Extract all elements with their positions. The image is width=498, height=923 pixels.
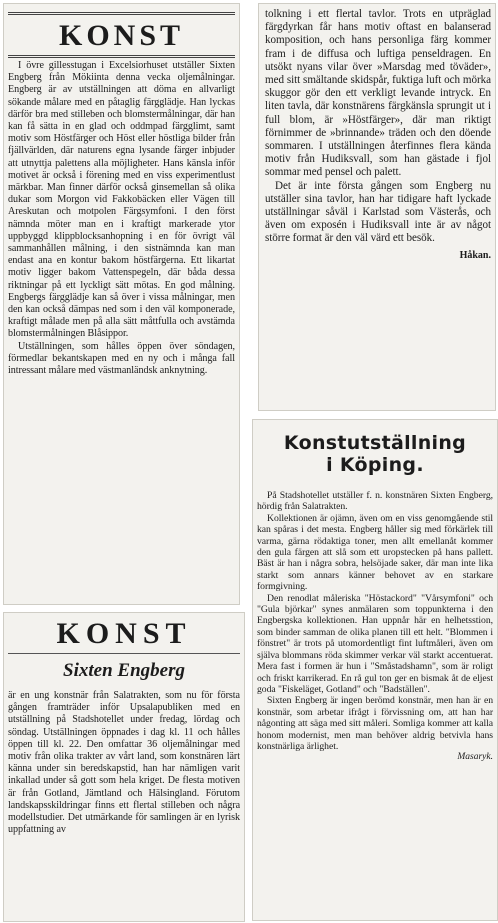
article-headline: KONST xyxy=(58,19,185,52)
article-paragraph: Kollektionen är ojämn, även om en viss genomgående stil kan spåras i det mesta. Engberg håller sig med förkärlek till varma, gärna rödaktiga toner, men allt emellanåt kommer den gula färgen att slå som ett uropstecken på hans pallett. Bäst är han i några sobra, helsöjade saker, där man inte lika starkt som annars känner behovet av en starkare formgivning. xyxy=(257,512,493,593)
article-konstutstallning-koping xyxy=(252,419,498,921)
article-signature: Håkan. xyxy=(459,249,491,261)
headline-line-1: Konstutställning xyxy=(283,432,467,454)
article-paragraph: Sixten Engberg är ingen berömd konstnär, men han är en konstnär, som arbetar ifrågt i förvissning om, att han har någonting att säga med sitt måleri. Somliga kommer att kalla honom modernist, men man behöver aldrig betvivla hans konstnärliga ärlighet. xyxy=(257,695,493,752)
article-paragraph: Utställningen, som hålles öppen över söndagen, förmedlar bekantskapen med en ny och i många fall intressant målare med västmanländsk anknytning. xyxy=(8,340,235,377)
article-konst-upsala xyxy=(3,612,245,922)
headline-rule xyxy=(8,55,235,58)
article-headline xyxy=(257,432,493,476)
article-konst-excelsior xyxy=(3,3,240,605)
article-continuation-hudiksvall xyxy=(258,3,496,411)
article-paragraph: På Stadshotellet utställer f. n. konstnären Sixten Engberg, hördig från Salatrakten. xyxy=(257,490,493,513)
article-headline: KONST xyxy=(56,617,192,650)
top-rule xyxy=(8,12,235,15)
article-subheadline: Sixten Engberg xyxy=(63,660,185,681)
headline-line-2: i Köping. xyxy=(326,454,424,476)
article-signature: Masaryk. xyxy=(457,752,493,763)
article-paragraph: Det är inte första gången som Engberg nu utställer sina tavlor, han har tidigare haft lyckade utställningar såväl i Karlstad som Västerås, och även om exposén i Hudiksvall inte är av något större format är den väl värd ett besök. xyxy=(265,179,491,245)
article-paragraph: är en ung konstnär från Salatrakten, som nu för första gången framträder inför Upsalapubliken med en utställning på Stadshotellet under fredag, lördag och söndag. Utställningen öppnades i dag kl. 11 och hålles öppen till kl. 22. Den omfattar 36 oljemålningar med motiv från olika trakter av vårt land, som konstnären lärt känna under sin beredskapstid, han har nämligen varit inkallad under så gott som hela kriget. De flesta motiven är från Gotland, Jämtland och Hälsingland. Förutom landskapsskildringar finns ett flertal stilleben och några modellstudier. Det utmärkande för samlingen är en lyrisk uppfattning av xyxy=(8,690,240,836)
article-paragraph: Den renodlat måleriska "Höstackord" "Vårsymfoni" och "Gula björkar" synes anmälaren som toppunkterna i den Engbergska kollektionen. Han uppnår här en helhetsstion, som binder samman de olika planen till ett helt. "Blommen i fönstret" är trots på utomordentligt fint luftmåleri, även om själva blommans röda skimmer verkar väl starkt accentuerat. Mera fast i formen är hun i "Småstadshamn", som är roligt och friskt karrikerad. En rå gul ton ger en bismak åt de eljest goda "Fiskeläget, Gotland" och "Badställen". xyxy=(257,592,493,695)
article-paragraph: tolkning i ett flertal tavlor. Trots en utpräglad färgdyrkan får hans motiv oftast en balanserad komposition, och hans personliga färg kommer fram i de diffusa och luftiga penseldragen. En utsökt nyans vilar över »Marsdag med töväder», med sitt smältande skidspår, fuktiga luft och mörka skuggor gör den ett verkligt levande intryck. En liten tavla, där konstnärens färgkänsla sprungit ut i full blom, är »Höstfärger», där man riktigt förnimmer de »brinnande» träden och den döende sommaren. I utställningen återfinnes flera kända motiv från Hudiksvall, som han gästade i fjol sommar med pensel och palett. xyxy=(265,8,491,179)
headline-rule xyxy=(8,653,240,654)
article-paragraph: I övre gillesstugan i Excelsiorhuset utställer Sixten Engberg från Mökiinta denna vecka oljemålningar. Engberg är av utställningen att döma en allvarligt sökande målare med en påtaglig färgglädje. Han lyckas därför bra med stilleben och blomstermålningar, där han kan få sätta in en glad och oddmpad färgglimt, samt motiv som Höstfärger och Höst eller höstliga bilder från fjällvärlden, där naturens egna lysande färger inbjuder att utnyttja palettens alla möjligheter. Hans känsla inför motivet är också i förening med en viss experimentlust märkbar. Man finner därför också ginsemellan så olika dukar som Morgon vid Fakkobäcken eller Vägen till Areskutan och motpolen Färgsymfoni. I den först nämnda möter man en i kraftigt markerade ytor uppbyggd klippblocksanhopning i en för övrigt väl sammanhållen målning, i den sistnämnda kan man endast ana en kontur bakom höstfärgerna. Ett likartat motiv ligger bakom Vattenspegeln, där båda dessa riktningar på ett lyckligt sätt mötas. En god målning. Engbergs färgglädje kan så över i vissa målningar, men den kan också dämpas ned som i den väl komponerade, kraftigt målade men på alla sätt måttfulla och avstämda blomstermålningen Blåsippor. xyxy=(8,60,235,340)
